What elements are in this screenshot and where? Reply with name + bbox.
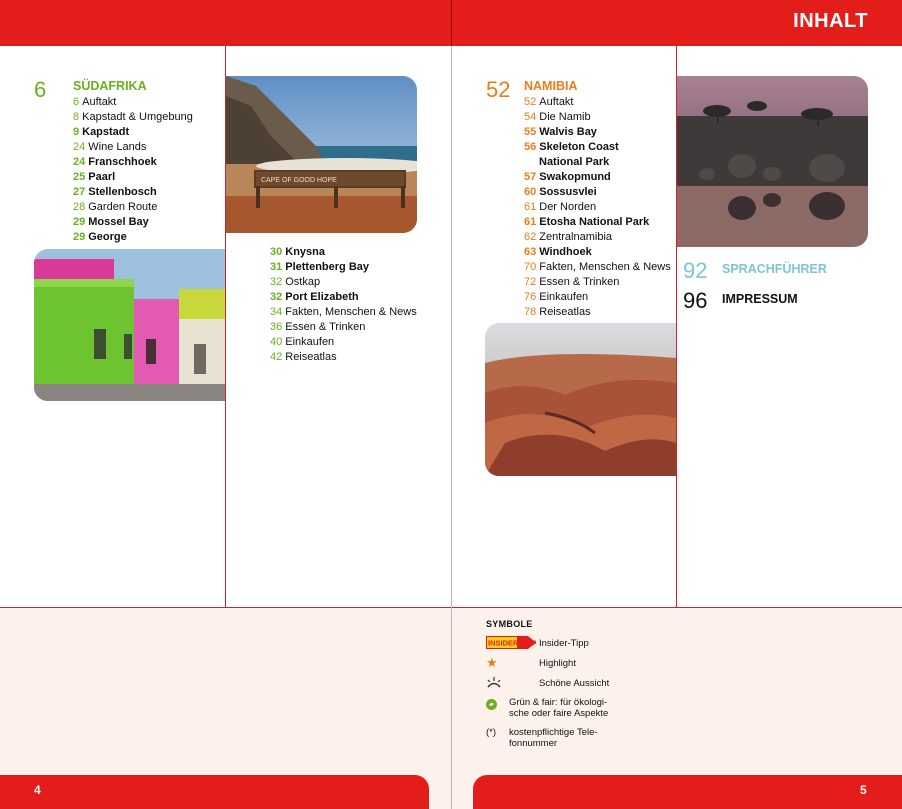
- toc-page-number: 8: [73, 111, 80, 123]
- toc-page-number: 52: [524, 96, 537, 108]
- toc-page-number: 36: [270, 321, 283, 333]
- toc-page-number: 61: [524, 216, 537, 228]
- insider-tipp-badge: [486, 636, 536, 654]
- page-title: INHALT: [793, 10, 868, 32]
- section-title-suedafrika: SÜDAFRIKA: [73, 79, 147, 93]
- toc-label: Die Namib: [539, 111, 591, 123]
- toc-page-number: 29: [73, 231, 86, 243]
- section-number-impressum: 96: [683, 288, 708, 313]
- toc-label: Knysna: [285, 246, 325, 258]
- toc-label: Reiseatlas: [539, 306, 591, 318]
- toc-label: Auftakt: [82, 96, 117, 108]
- page-number-right: 5: [860, 783, 867, 797]
- toc-page-number: 72: [524, 276, 537, 288]
- toc-entry: [524, 215, 671, 230]
- toc-label: Einkaufen: [285, 336, 335, 348]
- toc-entry: [73, 215, 193, 230]
- toc-entry: [270, 290, 417, 305]
- toc-entry: [524, 110, 671, 125]
- section-number-suedafrika: 6: [34, 77, 47, 102]
- toc-label: Fakten, Menschen & News: [539, 261, 671, 273]
- toc-page-number: 57: [524, 171, 537, 183]
- sign-text: CAPE OF GOOD HOPE: [261, 177, 337, 184]
- toc-entry: [524, 245, 671, 260]
- toc-label: Walvis Bay: [539, 126, 597, 138]
- toc-label: Etosha National Park: [539, 216, 650, 228]
- toc-page-number: 32: [270, 291, 283, 303]
- toc-entry: [270, 260, 417, 275]
- toc-page-number: 40: [270, 336, 283, 348]
- symbols-title: SYMBOLE: [486, 619, 533, 629]
- toc-label: Einkaufen: [539, 291, 589, 303]
- toc-list-suedafrika-1: [73, 95, 193, 245]
- view-icon: [486, 676, 502, 694]
- toc-entry: [524, 260, 671, 275]
- toc-entry: [270, 305, 417, 320]
- toc-entry: [270, 335, 417, 350]
- toc-entry: [73, 230, 193, 245]
- toc-entry: [524, 95, 671, 110]
- legend-gruen-fair: Grün & fair: für ökologi- sche oder faire Aspekte: [509, 697, 609, 719]
- toc-page-number: 60: [524, 186, 537, 198]
- toc-entry: [270, 275, 417, 290]
- toc-page-number: 29: [73, 216, 86, 228]
- footer-right: [473, 775, 902, 809]
- toc-entry: [524, 185, 671, 200]
- toc-label: Essen & Trinken: [285, 321, 366, 333]
- toc-page-number: 24: [73, 156, 86, 168]
- toc-label: Plettenberg Bay: [285, 261, 369, 273]
- photo-cape-of-good-hope: [226, 76, 417, 233]
- toc-page-number: 42: [270, 351, 283, 363]
- toc-label: Skeleton Coast: [539, 141, 619, 153]
- toc-entry: [73, 125, 193, 140]
- svg-text:INSIDER TIPP: INSIDER TIPP: [488, 638, 536, 648]
- toc-label: Wine Lands: [88, 141, 147, 153]
- toc-page-number: 70: [524, 261, 537, 273]
- toc-page-number: 32: [270, 276, 283, 288]
- toc-label: Swakopmund: [539, 171, 611, 183]
- toc-entry: [73, 95, 193, 110]
- toc-label: George: [88, 231, 127, 243]
- toc-entry: [73, 140, 193, 155]
- legend-kostenpflichtig: kostenpflichtige Tele- fonnummer: [509, 727, 598, 749]
- photo-colorful-houses: [34, 249, 225, 401]
- page-number-left: 4: [34, 783, 41, 797]
- toc-page-number: 30: [270, 246, 283, 258]
- toc-page-number: 76: [524, 291, 537, 303]
- toc-label: National Park: [539, 156, 610, 168]
- toc-label: Auftakt: [539, 96, 574, 108]
- toc-entry: [524, 140, 671, 155]
- toc-entry: [524, 305, 671, 320]
- toc-label: Stellenbosch: [88, 186, 157, 198]
- section-number-namibia: 52: [486, 77, 511, 102]
- toc-label: Garden Route: [88, 201, 158, 213]
- toc-page-number: 25: [73, 171, 86, 183]
- toc-label: Der Norden: [539, 201, 597, 213]
- toc-page-number: 31: [270, 261, 283, 273]
- toc-entry: [524, 155, 671, 170]
- section-title-namibia: NAMIBIA: [524, 79, 578, 93]
- photo-namib-dunes: [485, 323, 676, 476]
- toc-label: Reiseatlas: [285, 351, 337, 363]
- toc-label: Paarl: [88, 171, 116, 183]
- toc-page-number: 61: [524, 201, 537, 213]
- legend-insider-tipp: Insider-Tipp: [539, 638, 589, 649]
- toc-page-number: 9: [73, 126, 80, 138]
- toc-entry: [270, 245, 417, 260]
- footer-left: [0, 775, 429, 809]
- header-divider: [451, 0, 452, 46]
- toc-page-number: 55: [524, 126, 537, 138]
- toc-entry: [524, 200, 671, 215]
- section-number-sprachfuehrer: 92: [683, 258, 708, 283]
- toc-entry: [524, 275, 671, 290]
- toc-label: Windhoek: [539, 246, 592, 258]
- toc-page-number: 78: [524, 306, 537, 318]
- toc-entry: [524, 230, 671, 245]
- toc-page-number: 63: [524, 246, 537, 258]
- toc-entry: [73, 170, 193, 185]
- toc-entry: [73, 110, 193, 125]
- section-title-sprachfuehrer: SPRACHFÜHRER: [722, 262, 827, 276]
- toc-label: Ostkap: [285, 276, 321, 288]
- toc-label: Kapstadt: [82, 126, 130, 138]
- toc-page-number: 56: [524, 141, 537, 153]
- toc-page-number: 27: [73, 186, 86, 198]
- toc-label: Port Elizabeth: [285, 291, 359, 303]
- toc-entry: [73, 155, 193, 170]
- toc-page-number: 34: [270, 306, 283, 318]
- toc-entry: [270, 350, 417, 365]
- toc-page-number: 6: [73, 96, 80, 108]
- toc-label: Essen & Trinken: [539, 276, 620, 288]
- photo-elephants-waterhole: [677, 76, 868, 247]
- green-fair-icon: [486, 697, 497, 715]
- toc-entry: [524, 125, 671, 140]
- legend-schoene-aussicht: Schöne Aussicht: [539, 678, 610, 689]
- section-title-impressum: IMPRESSUM: [722, 292, 798, 306]
- toc-label: Fakten, Menschen & News: [285, 306, 417, 318]
- toc-page-number: 54: [524, 111, 537, 123]
- toc-entry: [73, 200, 193, 215]
- asterisk-mark: (*): [486, 727, 497, 738]
- toc-list-namibia: [524, 95, 671, 320]
- toc-label: Mossel Bay: [88, 216, 149, 228]
- toc-label: Zentralnamibia: [539, 231, 613, 243]
- toc-label: Franschhoek: [88, 156, 157, 168]
- star-icon: ★: [486, 655, 498, 670]
- toc-label: Kapstadt & Umgebung: [82, 111, 193, 123]
- toc-entry: [270, 320, 417, 335]
- toc-entry: [524, 170, 671, 185]
- toc-label: Sossusvlei: [539, 186, 597, 198]
- toc-page-number: 28: [73, 201, 86, 213]
- toc-page-number: 24: [73, 141, 86, 153]
- toc-list-suedafrika-2: [270, 245, 417, 365]
- toc-entry: [73, 185, 193, 200]
- legend-highlight: Highlight: [539, 658, 576, 669]
- toc-entry: [524, 290, 671, 305]
- toc-page-number: 62: [524, 231, 537, 243]
